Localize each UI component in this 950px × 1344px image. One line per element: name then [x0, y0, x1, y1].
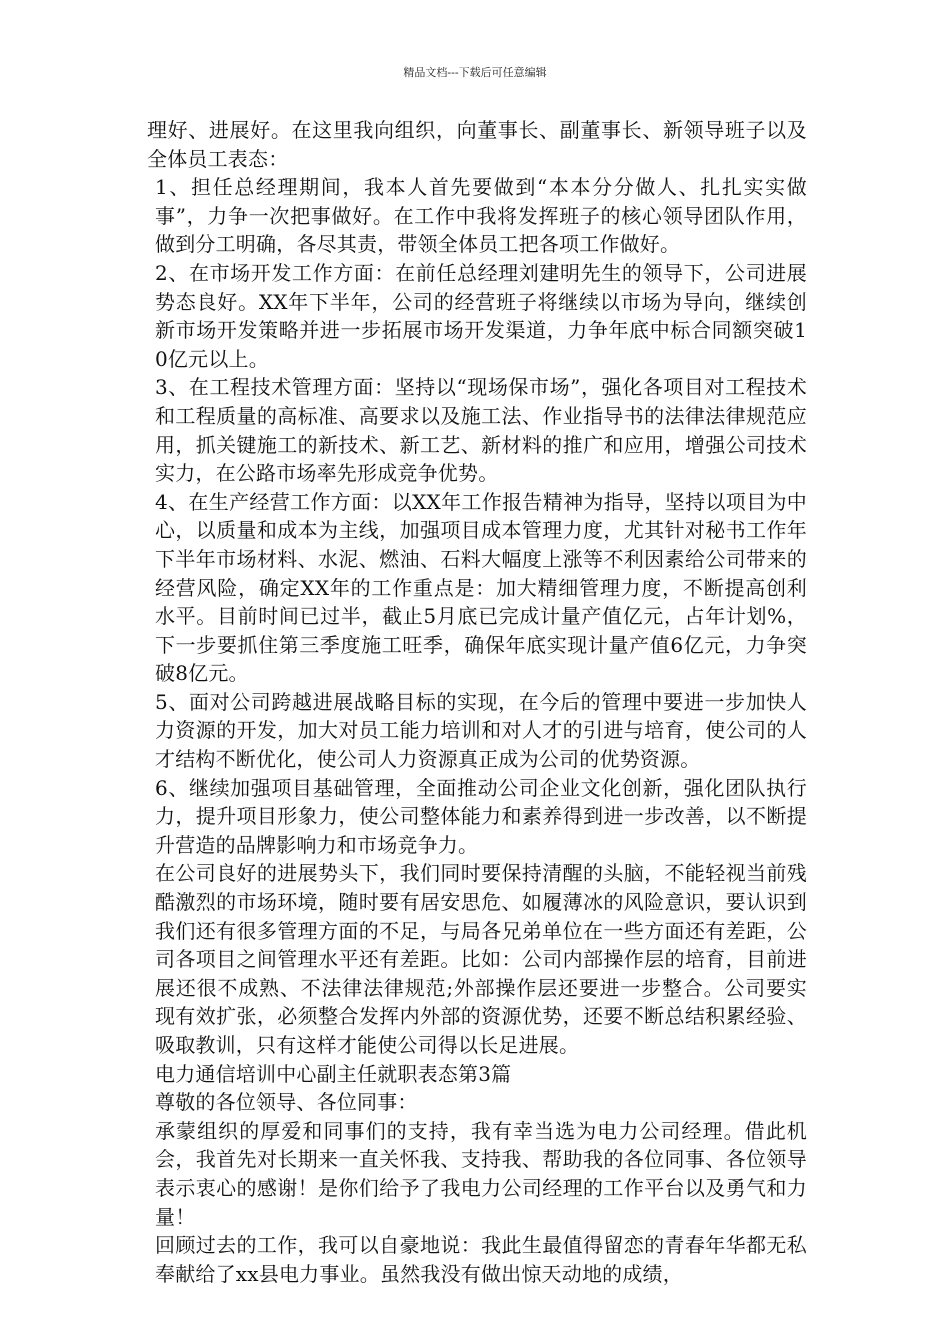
paragraph-summary: 在公司良好的进展势头下，我们同时要保持清醒的头脑，不能轻视当前残酷激烈的市场环境，随时要有居安思危、如履薄冰的风险意识，要认识到我们还有很多管理方面的不足，与局各兄弟单位在一些方面还有差距，公司各项目之间管理水平还有差距。比如：公司内部操作层的培育，目前进展还很不成熟、不法律法律规范;外部操作层还要进一步整合。公司要实现有效扩张，必须整合发挥内外部的资源优势，还要不断总结积累经验、吸取教训，只有这样才能使公司得以长足进展。 [155, 861, 807, 1057]
paragraph-item-6: 6、继续加强项目基础管理，全面推动公司企业文化创新，强化团队执行力，提升项目形象力，使公司整体能力和素养得到进一步改善，以不断提升营造的品牌影响力和市场竞争力。 [155, 775, 807, 857]
paragraph-item-5: 5、面对公司跨越进展战略目标的实现，在今后的管理中要进一步加快人力资源的开发，加大对员工能力培训和对人才的引进与培育，使公司的人才结构不断优化，使公司人力资源真正成为公司的优势资源。 [155, 689, 807, 772]
paragraph-item-3: 3、在工程技术管理方面：坚持以“现场保市场”，强化各项目对工程技术和工程质量的高标准、高要求以及施工法、作业指导书的法律法律规范应用，抓关键施工的新技术、新工艺、新材料的推广和应用，增强公司技术实力，在公路市场率先形成竞争优势。 [155, 375, 807, 486]
section-heading: 电力通信培训中心副主任就职表态第3篇 [155, 1061, 512, 1086]
paragraph-item-4: 4、在生产经营工作方面：以XX年工作报告精神为指导，坚持以项目为中心，以质量和成本为主线，加强项目成本管理力度，尤其针对秘书工作年下半年市场材料、水泥、燃油、石料大幅度上涨等不利因素给公司带来的经营风险，确定XX年的工作重点是：加大精细管理力度，不断提高创利水平。目前时间已过半，截止5月底已完成计量产值亿元，占年计划%，下一步要抓住第三季度施工旺季，确保年底实现计量产值6亿元，力争突破8亿元。 [155, 489, 807, 686]
paragraph-continuation: 理好、进展好。在这里我向组织，向董事长、副董事长、新领导班子以及全体员工表态： [147, 118, 807, 171]
page-header: 精品文档---下载后可任意编辑 [403, 66, 547, 79]
paragraph-review: 回顾过去的工作，我可以自豪地说：我此生最值得留恋的青春年华都无私奉献给了xx县电力事业。虽然我没有做出惊天动地的成绩， [155, 1233, 807, 1286]
paragraph-item-1: 1、担任总经理期间，我本人首先要做到“本本分分做人、扎扎实实做事”，力争一次把事做好。在工作中我将发挥班子的核心领导团队作用，做到分工明确，各尽其责，带领全体员工把各项工作做好。 [155, 175, 807, 257]
paragraph-thanks: 承蒙组织的厚爱和同事们的支持，我有幸当选为电力公司经理。借此机会，我首先对长期来一直关怀我、支持我、帮助我的各位同事、各位领导表示衷心的感谢！是你们给予了我电力公司经理的工作平台以及勇气和力量！ [155, 1118, 807, 1229]
salutation: 尊敬的各位领导、各位同事： [155, 1090, 418, 1115]
paragraph-item-2: 2、在市场开发工作方面：在前任总经理刘建明先生的领导下，公司进展势态良好。XX年下半年，公司的经营班子将继续以市场为导向，继续创新市场开发策略并进一步拓展市场开发渠道，力争年底中标合同额突破10亿元以上。 [155, 260, 807, 371]
document-body [147, 116, 807, 1288]
